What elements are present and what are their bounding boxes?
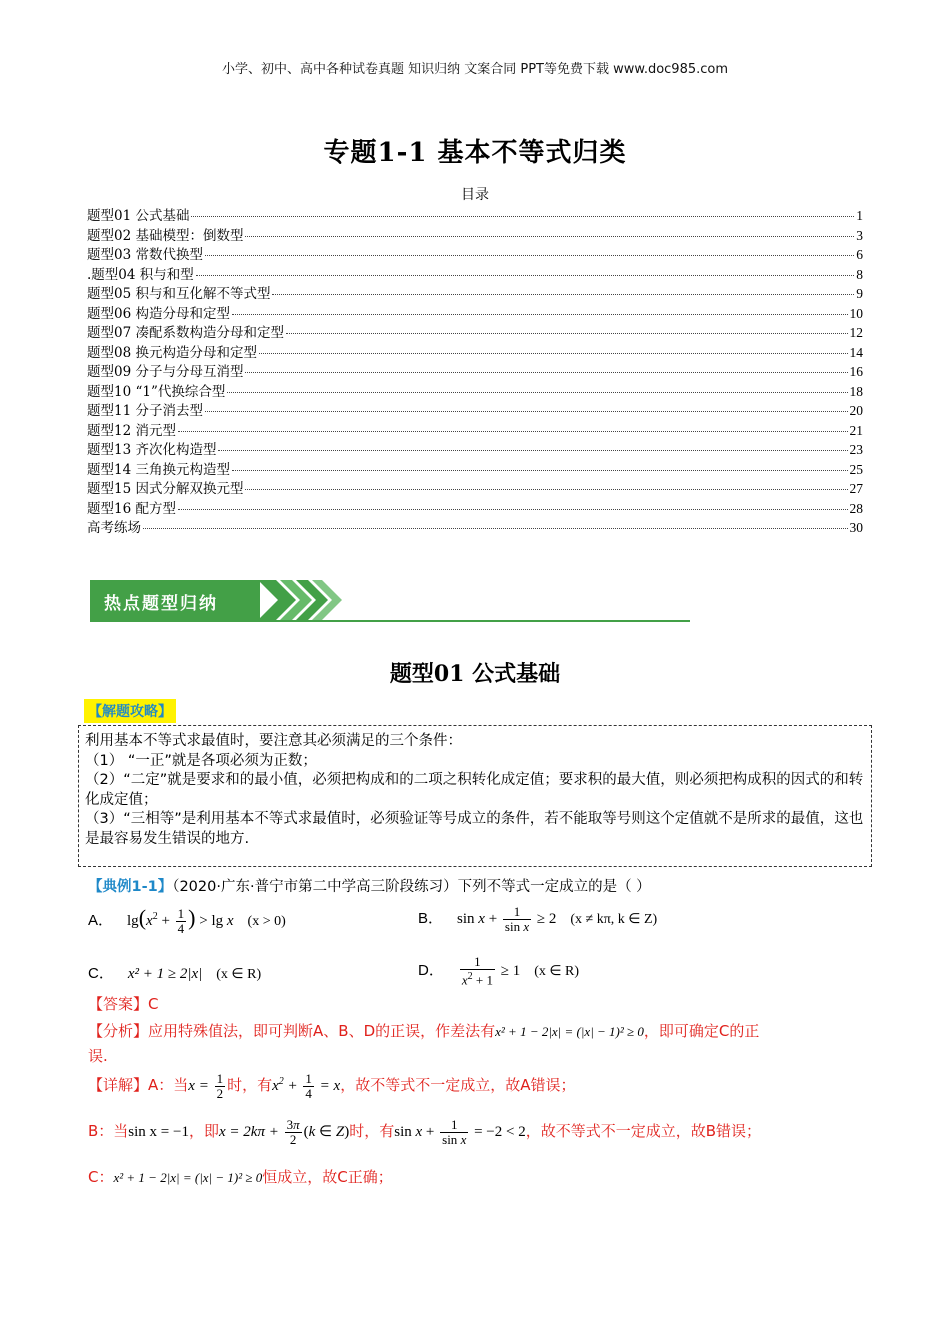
toc-leader-dots: [259, 353, 848, 354]
toc-item-label: 题型06 构造分母和定型: [87, 305, 230, 322]
toc-item-page: 30: [849, 520, 863, 535]
toc-item-label: 题型10 “1”代换综合型: [87, 383, 226, 400]
toc-item-page: 18: [849, 383, 863, 399]
toc-heading: 目录: [461, 187, 489, 203]
toc-item[interactable]: [87, 243, 863, 263]
toc-item[interactable]: [87, 263, 863, 283]
toc-item-label: 题型14 三角换元构造型: [87, 461, 230, 478]
toc-item-page: 16: [849, 364, 863, 379]
toc-item[interactable]: [87, 224, 863, 244]
toc-item-page: 20: [849, 403, 863, 418]
toc-leader-dots: [227, 392, 847, 393]
analysis-paragraph: 【分析】应用特殊值法，即可判断A、B、D的正误，作差法有x² + 1 − 2|x| = (|x| − 1)² ≥ 0，即可确定C的正 误.: [88, 1022, 760, 1065]
strategy-line: 利用基本不等式求最值时，要注意其必须满足的三个条件：: [85, 733, 462, 749]
toc-item[interactable]: [87, 458, 863, 478]
strategy-tag: 【解题攻略】: [84, 699, 176, 723]
toc-item-label: 题型01 公式基础: [87, 208, 190, 224]
strategy-box: [78, 725, 872, 867]
toc-item[interactable]: [87, 516, 863, 536]
toc-item-page: 28: [849, 500, 863, 516]
toc-leader-dots: [143, 528, 848, 529]
strategy-line: （2）“二定”就是要求和的最小值，必须把构成和的二项之积转化成定值；要求积的最大值，则必须把构成积的因式的和转化成定值；: [85, 772, 864, 808]
toc-item-page: 21: [849, 422, 863, 438]
detail-a-math-1: x = $\frac{1}{2}$: [188, 1071, 224, 1101]
toc-item-label: 题型15 因式分解双换元型: [87, 481, 244, 497]
toc-leader-dots: [232, 314, 848, 315]
detail-b-line: B：当sin x = −1，即x = 2kπ + $\frac{3\pi}{2}$ (k ∈ Z)时，有sin x + $\frac{1}{\text{sin x}}$ = −2 < 2，故不等式不一定成立，故B错误；: [88, 1117, 762, 1147]
toc-leader-dots: [232, 470, 848, 471]
toc-item[interactable]: [87, 477, 863, 497]
detail-b-math-2: x = 2kπ + $\frac{3\pi}{2}$ (k ∈ Z): [219, 1117, 350, 1147]
answer-value: C: [148, 995, 159, 1013]
analysis-math: x² + 1 − 2|x| = (|x| − 1)² ≥ 0: [495, 1024, 644, 1039]
option-letter: C．: [88, 965, 114, 982]
detail-b-math-1: sin x = −1: [128, 1123, 189, 1140]
option-a: [88, 905, 286, 936]
toc-item-label: 题型07 凑配系数构造分母和定型: [87, 325, 284, 341]
detail-c-line: C：x² + 1 − 2|x| = (|x| − 1)² ≥ 0恒成立，故C正确；: [88, 1168, 393, 1186]
toc-item[interactable]: [87, 419, 863, 439]
banner-title: 热点题型归纳: [104, 594, 218, 614]
toc-item-page: 14: [849, 344, 863, 360]
toc-item[interactable]: [87, 302, 863, 322]
toc-item-label: 题型08 换元构造分母和定型: [87, 344, 257, 361]
toc-leader-dots: [245, 489, 847, 490]
toc-leader-dots: [245, 372, 847, 373]
example-question: [88, 875, 868, 896]
toc-leader-dots: [196, 275, 854, 276]
option-d-condition: (x ∈ R): [534, 963, 580, 979]
toc-item-label: 题型09 分子与分母互消型: [87, 364, 244, 380]
toc-item-page: 3: [856, 227, 863, 243]
toc-item-page: 25: [849, 461, 863, 477]
toc-item-page: 9: [856, 286, 863, 301]
option-b: [418, 905, 657, 934]
strategy-line: （1） “一正”就是各项必须为正数；: [85, 752, 317, 769]
analysis-label: 【分析】: [88, 1022, 149, 1040]
toc-item-label: 题型02 基础模型：倒数型: [87, 227, 244, 244]
toc-item-label: 题型13 齐次化构造型: [87, 442, 217, 458]
option-d-math: $\frac{1}{x^2 + 1}$ ≥ 1: [461, 954, 521, 988]
detail-b-math-3: sin x + $\frac{1}{\text{sin x}}$ = −2 < 2: [394, 1117, 526, 1147]
example-label: 【典例1-1】: [88, 879, 173, 895]
toc-item-label: 题型11 分子消去型: [87, 403, 203, 419]
toc-item-page: 23: [849, 442, 863, 457]
toc-item-page: 12: [849, 325, 863, 340]
option-letter: B．: [418, 909, 444, 927]
toc-item[interactable]: [87, 204, 863, 224]
toc-item-page: 1: [856, 208, 863, 223]
section-title: 题型01 公式基础: [389, 661, 561, 687]
option-b-condition: (x ≠ kπ, k ∈ Z): [570, 911, 658, 927]
detail-a-line: 【详解】A：当x = $\frac{1}{2}$ 时，有$x^2$ + $\frac{1}{4}$ = x，故不等式不一定成立，故A错误；: [88, 1071, 576, 1101]
option-b-math: sin x + $\frac{1}{\text{sin x}}$ ≥ 2: [457, 904, 557, 934]
toc-item-page: 10: [849, 305, 863, 321]
toc-item-label: 题型12 消元型: [87, 422, 176, 439]
banner-stripes-icon: [258, 580, 398, 620]
strategy-line: （3）“三相等”是利用基本不等式求最值时，必须验证等号成立的条件，若不能取等号则这个定值就不是所求的最值，这也是最容易发生错误的地方.: [85, 811, 864, 847]
toc-leader-dots: [272, 294, 854, 295]
banner-underline: [90, 620, 690, 622]
page-header: 小学、初中、高中各种试卷真题 知识归纳 文案合同 PPT等免费下载 www.doc985.com: [221, 62, 729, 77]
toc-leader-dots: [178, 509, 848, 510]
detail-a-math-2: $x^2$ + $\frac{1}{4}$ = x: [272, 1071, 341, 1101]
option-c-math: x² + 1 ≥ 2|x|: [127, 966, 203, 982]
toc-item-label: 高考练场: [87, 520, 141, 536]
toc-item[interactable]: [87, 438, 863, 458]
toc-item[interactable]: [87, 380, 863, 400]
toc-item[interactable]: [87, 399, 863, 419]
example-question-text: （2020·广东·普宁市第二中学高三阶段练习）下列不等式一定成立的是（ ）: [172, 879, 651, 895]
toc-item[interactable]: [87, 282, 863, 302]
detail-c-math: x² + 1 − 2|x| = (|x| − 1)² ≥ 0: [113, 1170, 263, 1185]
toc-item[interactable]: [87, 360, 863, 380]
option-d: [418, 955, 579, 987]
toc-item[interactable]: [87, 497, 863, 517]
toc-leader-dots: [191, 216, 854, 217]
detail-label: 【详解】: [88, 1075, 149, 1094]
answer-label: 【答案】: [88, 995, 149, 1013]
option-c: [88, 962, 261, 983]
table-of-contents: [87, 204, 863, 536]
toc-leader-dots: [205, 255, 854, 256]
option-a-condition: (x > 0): [247, 914, 286, 929]
option-c-condition: (x ∈ R): [216, 967, 262, 982]
toc-leader-dots: [218, 450, 847, 451]
document-title: 专题1-1 基本不等式归类: [323, 138, 627, 168]
toc-item[interactable]: [87, 341, 863, 361]
toc-item-page: 6: [856, 247, 863, 262]
toc-leader-dots: [205, 411, 848, 412]
option-a-math: $\lg(x^2$ + $\frac{1}{4}$ ) > lg x: [127, 905, 234, 937]
toc-item-label: 题型05 积与和互化解不等式型: [87, 286, 271, 302]
toc-leader-dots: [245, 236, 854, 237]
option-letter: D．: [418, 961, 444, 979]
toc-item-label: .题型04 积与和型: [87, 266, 194, 283]
toc-item-label: 题型16 配方型: [87, 500, 176, 517]
answer-line: [88, 993, 868, 1014]
option-letter: A．: [88, 912, 114, 929]
toc-item[interactable]: [87, 321, 863, 341]
toc-item-page: 27: [849, 481, 863, 496]
toc-leader-dots: [178, 431, 848, 432]
toc-leader-dots: [286, 333, 848, 334]
toc-item-page: 8: [856, 266, 863, 282]
hot-topics-banner: [90, 580, 690, 622]
toc-item-label: 题型03 常数代换型: [87, 247, 203, 263]
